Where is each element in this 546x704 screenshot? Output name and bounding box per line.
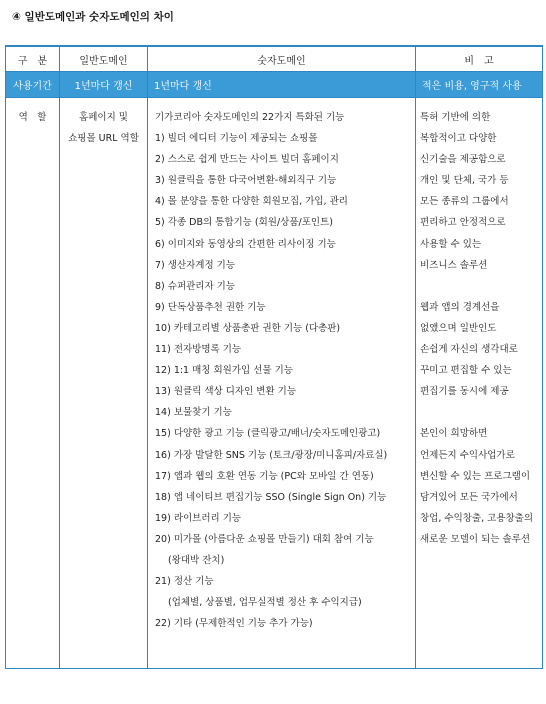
header-note: 비 고 — [416, 46, 543, 72]
period-row — [6, 72, 543, 98]
note-line: 창업, 수익창출, 고용창출의 — [420, 512, 534, 524]
feature-line: 22) 기타 (무제한적인 기능 추가 가능) — [155, 618, 313, 630]
note-line: 복합적이고 다양한 — [420, 133, 497, 145]
feature-line: 16) 가장 발달한 SNS 기능 (토크/광장/미니홈피/자료실) — [155, 449, 388, 461]
feature-line: 21) 정산 기능 — [155, 576, 214, 588]
feature-line: 20) 미가몰 (아름다운 쇼핑몰 만들기) 대회 참여 기능 — [155, 533, 374, 545]
note-line: 없앴으며 일반인도 — [420, 322, 497, 334]
header-general-domain: 일반도메인 — [60, 46, 148, 72]
note-line: 언제든지 수익사업가로 — [420, 449, 515, 461]
note-spacer — [416, 402, 542, 423]
comparison-table — [5, 45, 543, 669]
feature-line: 7) 생산자계정 기능 — [155, 259, 236, 271]
feature-line: 15) 다양한 광고 기능 (클릭광고/배너/숫자도메인광고) — [155, 428, 381, 440]
note-line: 개인 및 단체, 국가 등 — [420, 175, 509, 187]
note-line: 새로운 모델이 되는 솔루션 — [420, 533, 531, 545]
role-general-cell — [60, 98, 148, 669]
note-line: 모든 종류의 그룹에서 — [420, 196, 509, 208]
role-row — [6, 98, 543, 669]
feature-line: (왕대박 잔치) — [168, 554, 225, 566]
note-line: 편집기를 동시에 제공 — [420, 386, 509, 398]
role-category-cell — [6, 98, 60, 669]
feature-line: 19) 라이브러리 기능 — [155, 512, 242, 524]
note-line: 사용할 수 있는 — [420, 238, 482, 250]
feature-line: 14) 보물찾기 기능 — [155, 407, 232, 419]
feature-line: 17) 앱과 웹의 호환 연동 기능 (PC와 모바일 간 연동) — [155, 470, 374, 482]
role-category-label: 역 할 — [18, 112, 47, 123]
general-role-line: 홈페이지 및 — [79, 112, 128, 123]
feature-line: 11) 전자방명록 기능 — [155, 344, 242, 356]
note-line: 신기술을 제공함으로 — [420, 154, 506, 166]
feature-line: 5) 각종 DB의 통합기능 (회원/상품/포인트) — [155, 217, 333, 229]
feature-line: 10) 카테고리별 상품총판 권한 기능 (다총판) — [155, 322, 341, 334]
feature-line: 3) 원클릭을 통한 다국어변환-해외직구 기능 — [155, 175, 337, 187]
feature-line: 13) 원클릭 색상 디자인 변환 기능 — [155, 386, 297, 398]
header-row — [6, 46, 543, 72]
period-numeric-cell: 1년마다 갱신 — [148, 72, 416, 98]
note-line: 담겨있어 모든 국가에서 — [420, 491, 518, 503]
note-line: 편리하고 안정적으로 — [420, 217, 506, 229]
role-numeric-cell — [148, 98, 416, 669]
header-category: 구 분 — [6, 46, 60, 72]
feature-line: 9) 단독상품추천 권한 기능 — [155, 301, 266, 313]
feature-line: 6) 이미지와 동영상의 간편한 리사이징 기능 — [155, 238, 336, 250]
note-line: 특허 기반에 의한 — [420, 112, 491, 123]
general-role-line: 쇼핑몰 URL 역할 — [68, 133, 139, 145]
feature-line: 18) 앱 네이티브 편집기능 SSO (Single Sign On) 기능 — [155, 491, 387, 503]
feature-line: 1) 빌더 에디터 기능이 제공되는 쇼핑몰 — [155, 133, 318, 145]
feature-line: 12) 1:1 매칭 회원가입 선물 기능 — [155, 365, 293, 377]
section-heading: ④ 일반도메인과 숫자도메인의 차이 — [12, 11, 174, 23]
note-line: 웹과 앱의 경계선을 — [420, 301, 500, 313]
period-category-cell: 사용기간 — [6, 72, 60, 98]
feature-line: 4) 몰 분양을 통한 다양한 회원모집, 가입, 관리 — [155, 196, 348, 208]
note-line: 본인이 희망하면 — [420, 428, 488, 440]
header-numeric-domain: 숫자도메인 — [148, 46, 416, 72]
feature-line: (업체별, 상품별, 업무실적별 정산 후 수익지급) — [168, 597, 362, 609]
feature-line: 2) 스스로 쉽게 만드는 사이트 빌더 홈페이지 — [155, 154, 339, 166]
period-general-cell: 1년마다 갱신 — [60, 72, 148, 98]
note-line: 손쉽게 자신의 생각대로 — [420, 344, 518, 356]
period-note-cell: 적은 비용, 영구적 사용 — [416, 72, 543, 98]
role-note-cell — [416, 98, 543, 669]
feature-line: 8) 슈퍼관리자 기능 — [155, 280, 236, 292]
note-line: 꾸미고 편집할 수 있는 — [420, 365, 512, 377]
feature-line: 기가코리아 숫자도메인의 22가지 특화된 기능 — [155, 112, 345, 123]
note-spacer — [416, 276, 542, 297]
note-line: 변신할 수 있는 프로그램이 — [420, 470, 531, 482]
note-line: 비즈니스 솔루션 — [420, 259, 488, 271]
